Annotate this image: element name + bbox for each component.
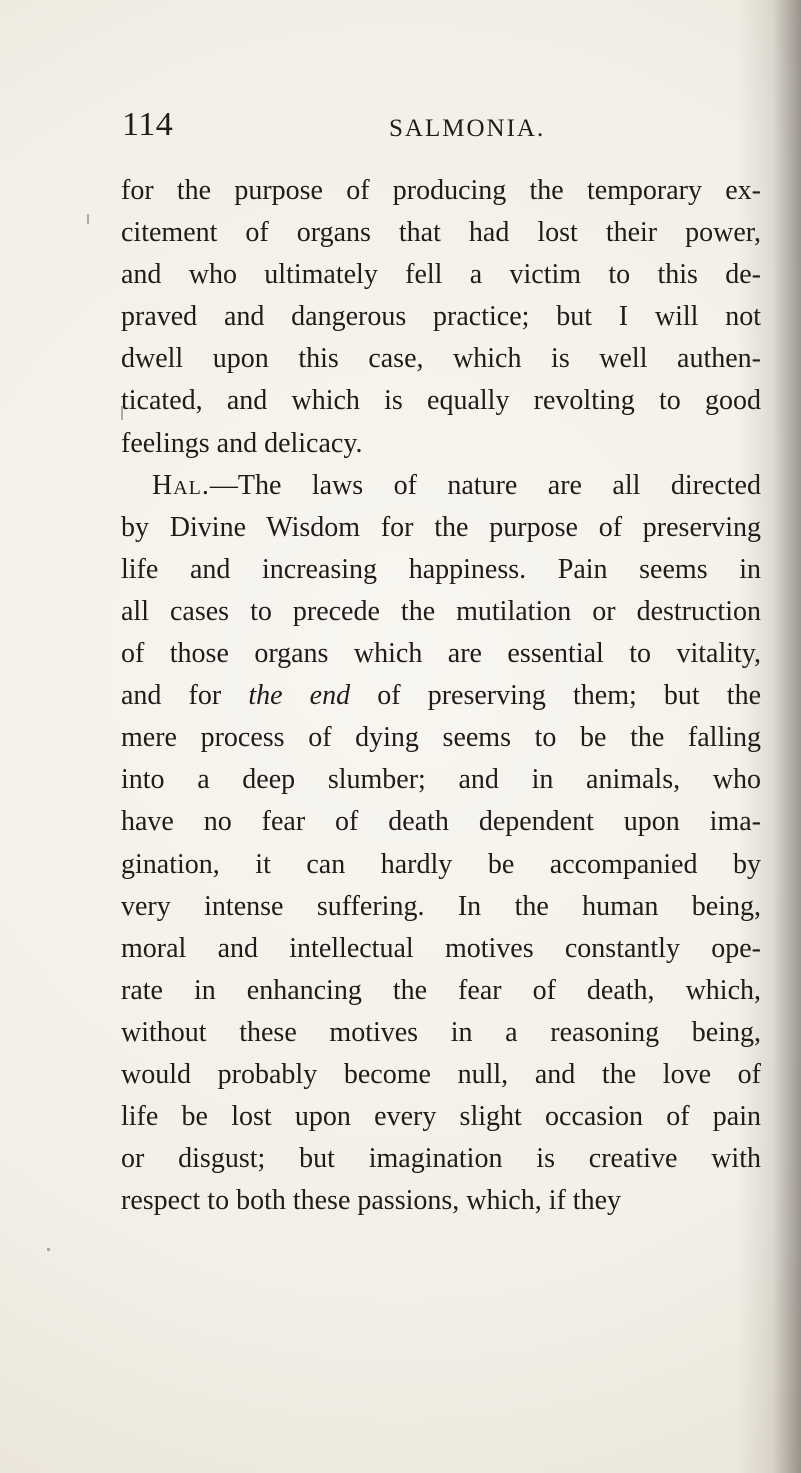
text-line-8 — [121, 465, 761, 507]
text-line-23: life be lost upon every slight occasion of pain — [121, 1101, 761, 1133]
text-line-20: rate in enhancing the fear of death, which, — [121, 974, 761, 1006]
page-edge-shadow — [773, 0, 801, 1473]
text-line-9: by Divine Wisdom for the purpose of preserving — [121, 511, 761, 543]
text-line-19: moral and intellectual motives constantly ope- — [121, 932, 761, 964]
text-line-1: for the purpose of producing the temporary ex- — [121, 175, 761, 206]
text-line-11: all cases to precede the mutilation or destruction — [121, 595, 761, 627]
text-line-18: very intense suffering. In the human being, — [121, 890, 761, 922]
text-line-15: into a deep slumber; and in animals, who — [121, 764, 761, 796]
italic-phrase: the end — [248, 680, 351, 712]
text-line-5: dwell upon this case, which is well authen- — [121, 343, 761, 375]
text-line-12: of those organs which are essential to vitality, — [121, 638, 761, 670]
page-header — [122, 108, 762, 158]
text-line-21: without these motives in a reasoning being, — [121, 1016, 761, 1048]
text-line-3: and who ultimately fell a victim to this de- — [121, 259, 761, 291]
speaker-line-rest: —The laws of nature are all directed — [209, 469, 761, 501]
line13-prefix: and for — [121, 680, 249, 712]
text-line-7: feelings and delicacy. — [121, 427, 363, 459]
text-line-16: have no fear of death dependent upon ima- — [121, 806, 761, 838]
speaker-name: Hal. — [152, 469, 210, 501]
text-line-14: mere process of dying seems to be the falling — [121, 722, 761, 754]
page-number: 114 — [122, 106, 174, 143]
line13-suffix: of preserving them; but the — [350, 680, 761, 712]
text-line-24: or disgust; but imagination is creative with — [121, 1143, 761, 1175]
text-line-4: praved and dangerous practice; but I will not — [121, 301, 761, 333]
text-line-6: ticated, and which is equally revolting to good — [121, 385, 761, 417]
text-line-2: citement of organs that had lost their power, — [121, 217, 761, 249]
body-text — [121, 170, 761, 1222]
text-line-17: gination, it can hardly be accompanied by — [121, 848, 761, 880]
running-title: SALMONIA. — [389, 115, 546, 142]
ink-speck — [87, 214, 89, 224]
text-line-13 — [121, 675, 761, 717]
ink-speck — [121, 406, 123, 420]
text-line-10: life and increasing happiness. Pain seems in — [121, 553, 761, 585]
text-line-22: would probably become null, and the love of — [121, 1058, 761, 1090]
ink-speck — [47, 1248, 50, 1251]
text-line-25: respect to both these passions, which, if they — [121, 1185, 622, 1217]
